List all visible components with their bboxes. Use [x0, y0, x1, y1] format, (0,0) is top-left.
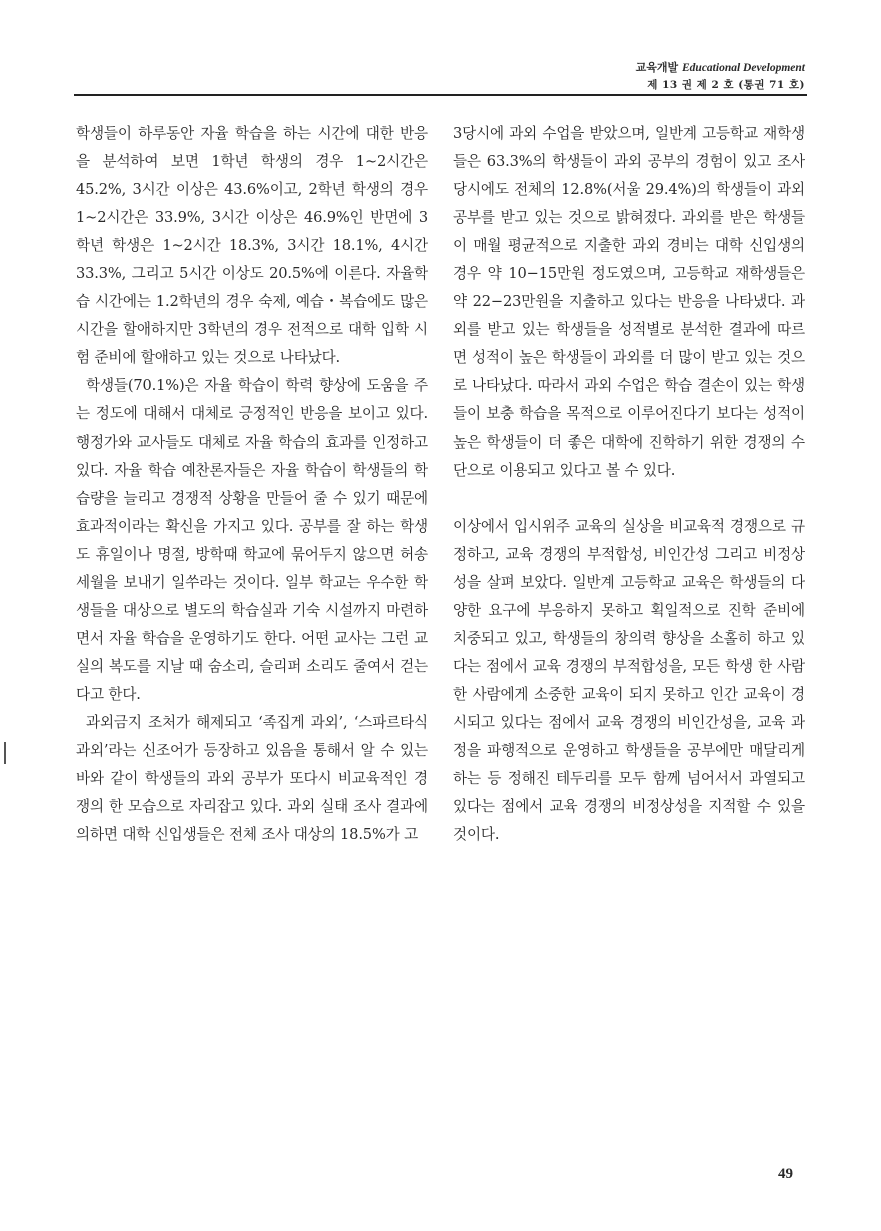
journal-title-korean: 교육개발 — [635, 61, 679, 74]
paragraph-self-study-hours: 학생들이 하루동안 자율 학습을 하는 시간에 대한 반응을 분석하여 보면 1학년 학생의 경우 1∼2시간은 45.2%, 3시간 이상은 43.6%이고, 2학년 학생의 경우 1∼2시간은 33.9%, 3시간 이상은 46.9%인 반면에 3학년 학생은 1∼2시간 18.3%, 3시간 18.1%, 4시간 33.3%, 그리고 5시간 이상도 20.5%에 이른다. 자율학습 시간에는 1.2학년의 경우 숙제, 예습・복습에도 많은 시간을 할애하지만 3학년의 경우 전적으로 대학 입학 시험 준비에 할애하고 있는 것으로 나타났다. — [76, 125, 428, 367]
journal-title-english: Educational Development — [682, 62, 805, 74]
left-column — [76, 120, 428, 849]
issue-info: 제 13 권 제 2 호 (통권 71 호) — [647, 79, 805, 91]
paragraph-tutoring-survey: 3당시에 과외 수업을 받았으며, 일반계 고등학교 재학생들은 63.3%의 학생들이 과외 공부의 경험이 있고 조사 당시에도 전체의 12.8%(서울 29.4%)의 학생들이 과외 공부를 받고 있는 것으로 밝혀졌다. 과외를 받은 학생들이 매월 평균적으로 지출한 과외 경비는 대학 신입생의 경우 약 10−15만원 정도였으며, 고등학교 재학생들은 약 22−23만원을 지출하고 있다는 반응을 나타냈다. 과외를 받고 있는 학생들을 성적별로 분석한 결과에 따르면 성적이 높은 학생들이 과외를 더 많이 받고 있는 것으로 나타났다. 따라서 과외 수업은 학습 결손이 있는 학생들이 보충 학습을 목적으로 이루어진다기 보다는 성적이 높은 학생들이 더 좋은 대학에 진학하기 위한 경쟁의 수단으로 이용되고 있다고 볼 수 있다. — [453, 125, 805, 479]
paragraph-self-study-effect: 학생들(70.1%)은 자율 학습이 학력 향상에 도움을 주는 정도에 대해서 대체로 긍정적인 반응을 보이고 있다. 행정가와 교사들도 대체로 자율 학습의 효과를 인정하고 있다. 자율 학습 예찬론자들은 자율 학습이 학생들의 학습량을 늘리고 경쟁적 상황을 만들어 줄 수 있기 때문에 효과적이라는 확신을 가지고 있다. 공부를 잘 하는 학생도 휴일이나 명절, 방학때 학교에 묶어두지 않으면 허송세월을 보내기 일쑤라는 것이다. 일부 학교는 우수한 학생들을 대상으로 별도의 학습실과 기숙 시설까지 마련하면서 자율 학습을 운영하기도 한다. 어떤 교사는 그런 교실의 복도를 지날 때 숨소리, 슬리퍼 소리도 줄여서 걷는다고 한다. — [76, 377, 428, 703]
page-number: 49 — [778, 1166, 793, 1182]
journal-title — [636, 59, 805, 77]
running-header — [636, 59, 805, 94]
paragraph-conclusion: 이상에서 입시위주 교육의 실상을 비교육적 경쟁으로 규정하고, 교육 경쟁의 부적합성, 비인간성 그리고 비정상성을 살펴 보았다. 일반계 고등학교 교육은 학생들의 다양한 요구에 부응하지 못하고 획일적으로 진학 준비에 치중되고 있고, 학생들의 창의력 향상을 소홀히 하고 있다는 점에서 교육 경쟁의 부적합성을, 모든 학생 한 사람 한 사람에게 소중한 교육이 되지 못하고 인간 교육이 경시되고 있다는 점에서 교육 경쟁의 비인간성을, 교육 과정을 파행적으로 운영하고 학생들을 공부에만 매달리게 하는 등 정해진 테두리를 모두 함께 넘어서서 과열되고 있다는 점에서 교육 경쟁의 비정상성을 지적할 수 있을 것이다. — [453, 517, 805, 844]
header-rule — [74, 94, 807, 96]
right-column — [453, 120, 805, 849]
paragraph-private-tutoring: 과외금지 조처가 해제되고 ‘족집게 과외’, ‘스파르타식 과외’라는 신조어가 등장하고 있음을 통해서 알 수 있는 바와 같이 학생들의 과외 공부가 또다시 비교육적인 경쟁의 한 모습으로 자리잡고 있다. 과외 실태 조사 결과에 의하면 대학 신입생들은 전체 조사 대상의 18.5%가 고 — [76, 713, 428, 844]
margin-mark — [4, 742, 6, 764]
